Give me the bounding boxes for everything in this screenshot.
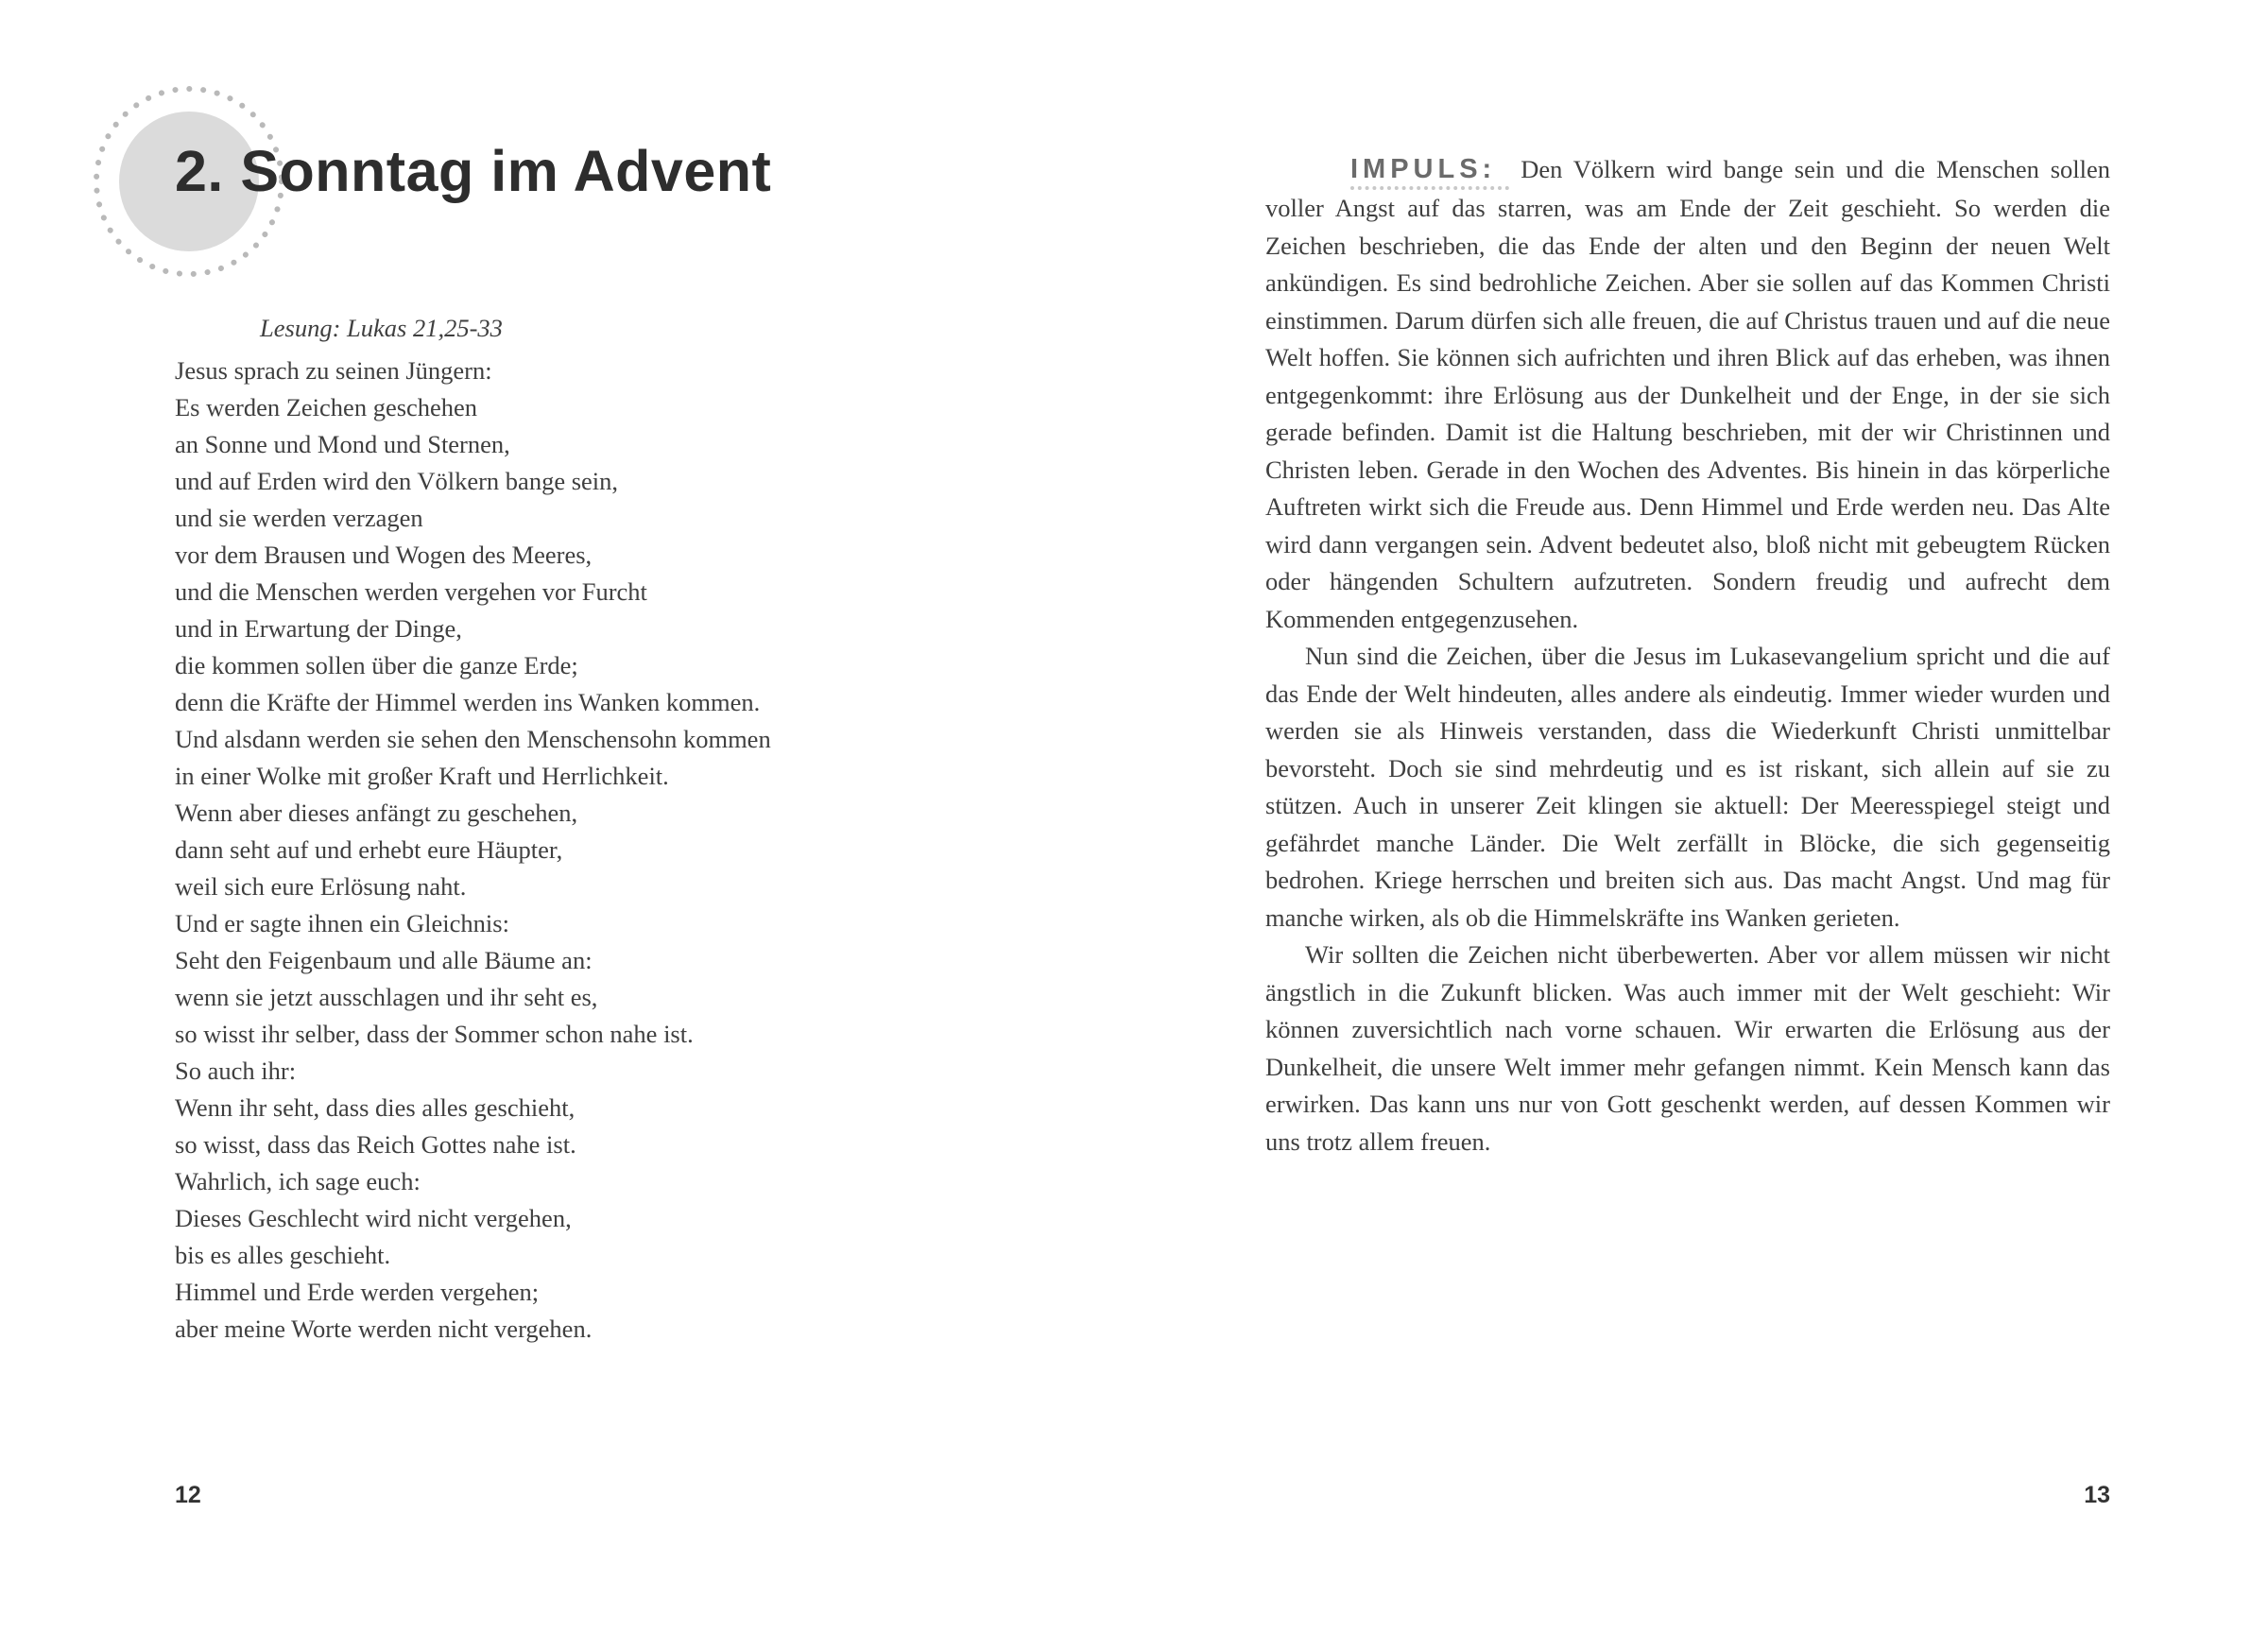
reading-line: Wenn ihr seht, dass dies alles geschieht, — [175, 1093, 576, 1122]
reading-line: denn die Kräfte der Himmel werden ins Wanken kommen. — [175, 688, 761, 716]
reading-line: So auch ihr: — [175, 1057, 297, 1085]
reading-line: Jesus sprach zu seinen Jüngern: — [175, 356, 492, 385]
reading-line: aber meine Worte werden nicht vergehen. — [175, 1315, 593, 1343]
page-number-right: 13 — [2084, 1482, 2110, 1508]
reading-line: dann seht auf und erhebt eure Häupter, — [175, 835, 563, 864]
reading-line: und auf Erden wird den Völkern bange sein, — [175, 467, 619, 495]
reading-line: die kommen sollen über die ganze Erde; — [175, 651, 578, 679]
reading-line: so wisst ihr selber, dass der Sommer schon nahe ist. — [175, 1020, 694, 1048]
reading-line: Wenn aber dieses anfängt zu geschehen, — [175, 799, 578, 827]
reading-line: Himmel und Erde werden vergehen; — [175, 1278, 540, 1306]
reading-text — [175, 352, 893, 1348]
impuls-paragraph-2: Nun sind die Zeichen, über die Jesus im Lukasevangelium spricht und die auf das Ende der Welt hindeuten, alles andere als eindeutig. Immer wieder wurden und werden sie als Hinweis verstanden, dass die Wiederkunft Christi unmittelbar bevorsteht. Doch sie sind mehrdeutig und es ist riskant, sich allein auf sie zu stützen. Auch in unserer Zeit klingen sie aktuell: Der Meeresspiegel steigt und gefährdet manche Länder. Die Welt zerfällt in Blöcke, die sich gegenseitig bedrohen. Kriege herrschen und breiten sich aus. Das macht Angst. Und mag für manche wirken, als ob die Himmelskräfte ins Wanken gerieten. — [1265, 642, 2110, 932]
impuls-paragraph-1-text: Den Völkern wird bange sein und die Menschen sollen voller Angst auf das starren, was am Ende der Zeit geschieht. So werden die Zeichen beschrieben, die das Ende der alten und den Beginn der neuen Welt ankündigen. Es sind bedrohliche Zeichen. Aber sie sollen auf das Kommen Christi einstimmen. Darum dürfen sich alle freuen, die auf Christus trauen und auf die neue Welt hoffen. Sie können sich aufrichten und ihren Blick auf das erheben, was ihnen entgegenkommt: ihre Erlösung aus der Dunkelheit und der Enge, in der sie sich gerade befinden. Damit ist die Haltung beschrieben, mit der wir Christinnen und Christen leben. Gerade in den Wochen des Adventes. Bis hinein in das körperliche Auftreten wirkt sich die Freude aus. Denn Himmel und Erde werden neu. Das Alte wird dann vergangen sein. Advent bedeutet also, bloß nicht mit gebeugtem Rücken oder hängenden Schultern aufzutreten. Sondern freudig und aufrecht dem Kommenden entgegenzusehen. — [1265, 155, 2110, 633]
reading-line: und die Menschen werden vergehen vor Furcht — [175, 577, 647, 606]
reading-line: vor dem Brausen und Wogen des Meeres, — [175, 541, 593, 569]
reading-line: weil sich eure Erlösung naht. — [175, 872, 467, 901]
reading-line: Dieses Geschlecht wird nicht vergehen, — [175, 1204, 572, 1232]
scripture-reading — [175, 310, 893, 1348]
reading-line: Es werden Zeichen geschehen — [175, 393, 478, 421]
reading-line: so wisst, dass das Reich Gottes nahe ist. — [175, 1130, 576, 1159]
reading-caption: Lesung: Lukas 21,25-33 — [260, 314, 503, 342]
reading-line: und in Erwartung der Dinge, — [175, 614, 462, 643]
reading-line: Seht den Feigenbaum und alle Bäume an: — [175, 946, 593, 974]
impuls-label: IMPULS: — [1350, 155, 1509, 190]
reading-line: Und alsdann werden sie sehen den Menschensohn kommen — [175, 725, 771, 753]
reading-line: Und er sagte ihnen ein Gleichnis: — [175, 909, 509, 937]
reading-line: Wahrlich, ich sage euch: — [175, 1167, 421, 1195]
impuls-paragraph-1 — [1265, 151, 2110, 638]
reading-line: wenn sie jetzt ausschlagen und ihr seht es, — [175, 983, 598, 1011]
impuls-section — [1265, 151, 2110, 1160]
reading-line: und sie werden verzagen — [175, 504, 423, 532]
reading-line: in einer Wolke mit großer Kraft und Herrlichkeit. — [175, 762, 669, 790]
chapter-heading: 2. Sonntag im Advent — [175, 139, 772, 203]
page-number-left: 12 — [175, 1482, 201, 1508]
impuls-paragraph-3: Wir sollten die Zeichen nicht überbewerten. Aber vor allem müssen wir nicht ängstlich in die Zukunft blicken. Was auch immer mit der Welt geschieht: Wir können zuversichtlich nach vorne schauen. Wir erwarten die Erlösung aus der Dunkelheit, die unsere Welt immer mehr gefangen nimmt. Kein Mensch kann das erwirken. Das kann uns nur von Gott geschenkt werden, auf dessen Kommen wir uns trotz allem freuen. — [1265, 940, 2110, 1156]
reading-line: an Sonne und Mond und Sternen, — [175, 430, 510, 458]
reading-line: bis es alles geschieht. — [175, 1241, 391, 1269]
